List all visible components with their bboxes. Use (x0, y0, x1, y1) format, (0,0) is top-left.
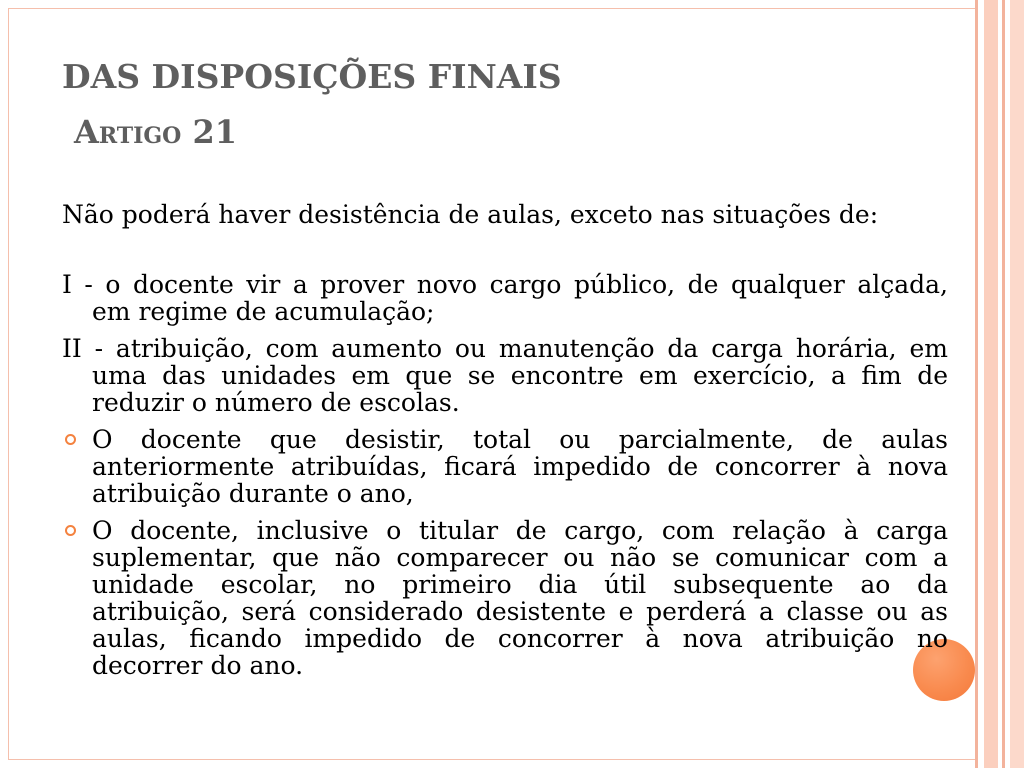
slide-subtitle: Artigo 21 (74, 113, 238, 151)
bullet-item (62, 426, 948, 507)
text-line: aulas, ficando impedido de concorrer à nova atribuição no (92, 624, 948, 653)
list-item-roman-i (62, 271, 948, 325)
decorative-stripe (1002, 0, 1005, 768)
text-line: atribuição durante o ano, (92, 479, 414, 508)
text-line: reduzir o número de escolas. (92, 388, 460, 417)
text-line: II - atribuição, com aumento ou manutenção da carga horária, em (62, 334, 948, 363)
bullet-list (62, 426, 948, 679)
text-line: O docente que desistir, total ou parcialmente, de aulas (92, 425, 948, 454)
text-line: unidade escolar, no primeiro dia útil subsequente ao da (92, 570, 948, 599)
decorative-stripe (1010, 0, 1024, 768)
text-line: I - o docente vir a prover novo cargo público, de qualquer alçada, (62, 270, 948, 299)
text-line: em regime de acumulação; (92, 297, 435, 326)
intro-paragraph: Não poderá haver desistência de aulas, exceto nas situações de: (62, 200, 879, 229)
text-line: anteriormente atribuídas, ficará impedido de concorrer à nova (92, 452, 948, 481)
roman-numbered-list (62, 271, 948, 416)
text-line: atribuição, será considerado desistente e perderá a classe ou as (92, 597, 948, 626)
slide-title: DAS DISPOSIÇÕES FINAIS (62, 57, 562, 96)
ring-bullet-icon (65, 525, 76, 536)
text-line: suplementar, que não comparecer ou não se comunicar com a (92, 543, 948, 572)
bullet-item (62, 517, 948, 679)
slide-body-text (62, 201, 948, 679)
text-line: decorrer do ano. (92, 651, 304, 680)
text-line: O docente, inclusive o titular de cargo, com relação à carga (92, 516, 948, 545)
text-line: uma das unidades em que se encontre em exercício, a fim de (92, 361, 948, 390)
decorative-stripe (984, 0, 998, 768)
decorative-stripe (975, 0, 978, 768)
ring-bullet-icon (65, 434, 76, 445)
list-item-roman-ii (62, 335, 948, 416)
